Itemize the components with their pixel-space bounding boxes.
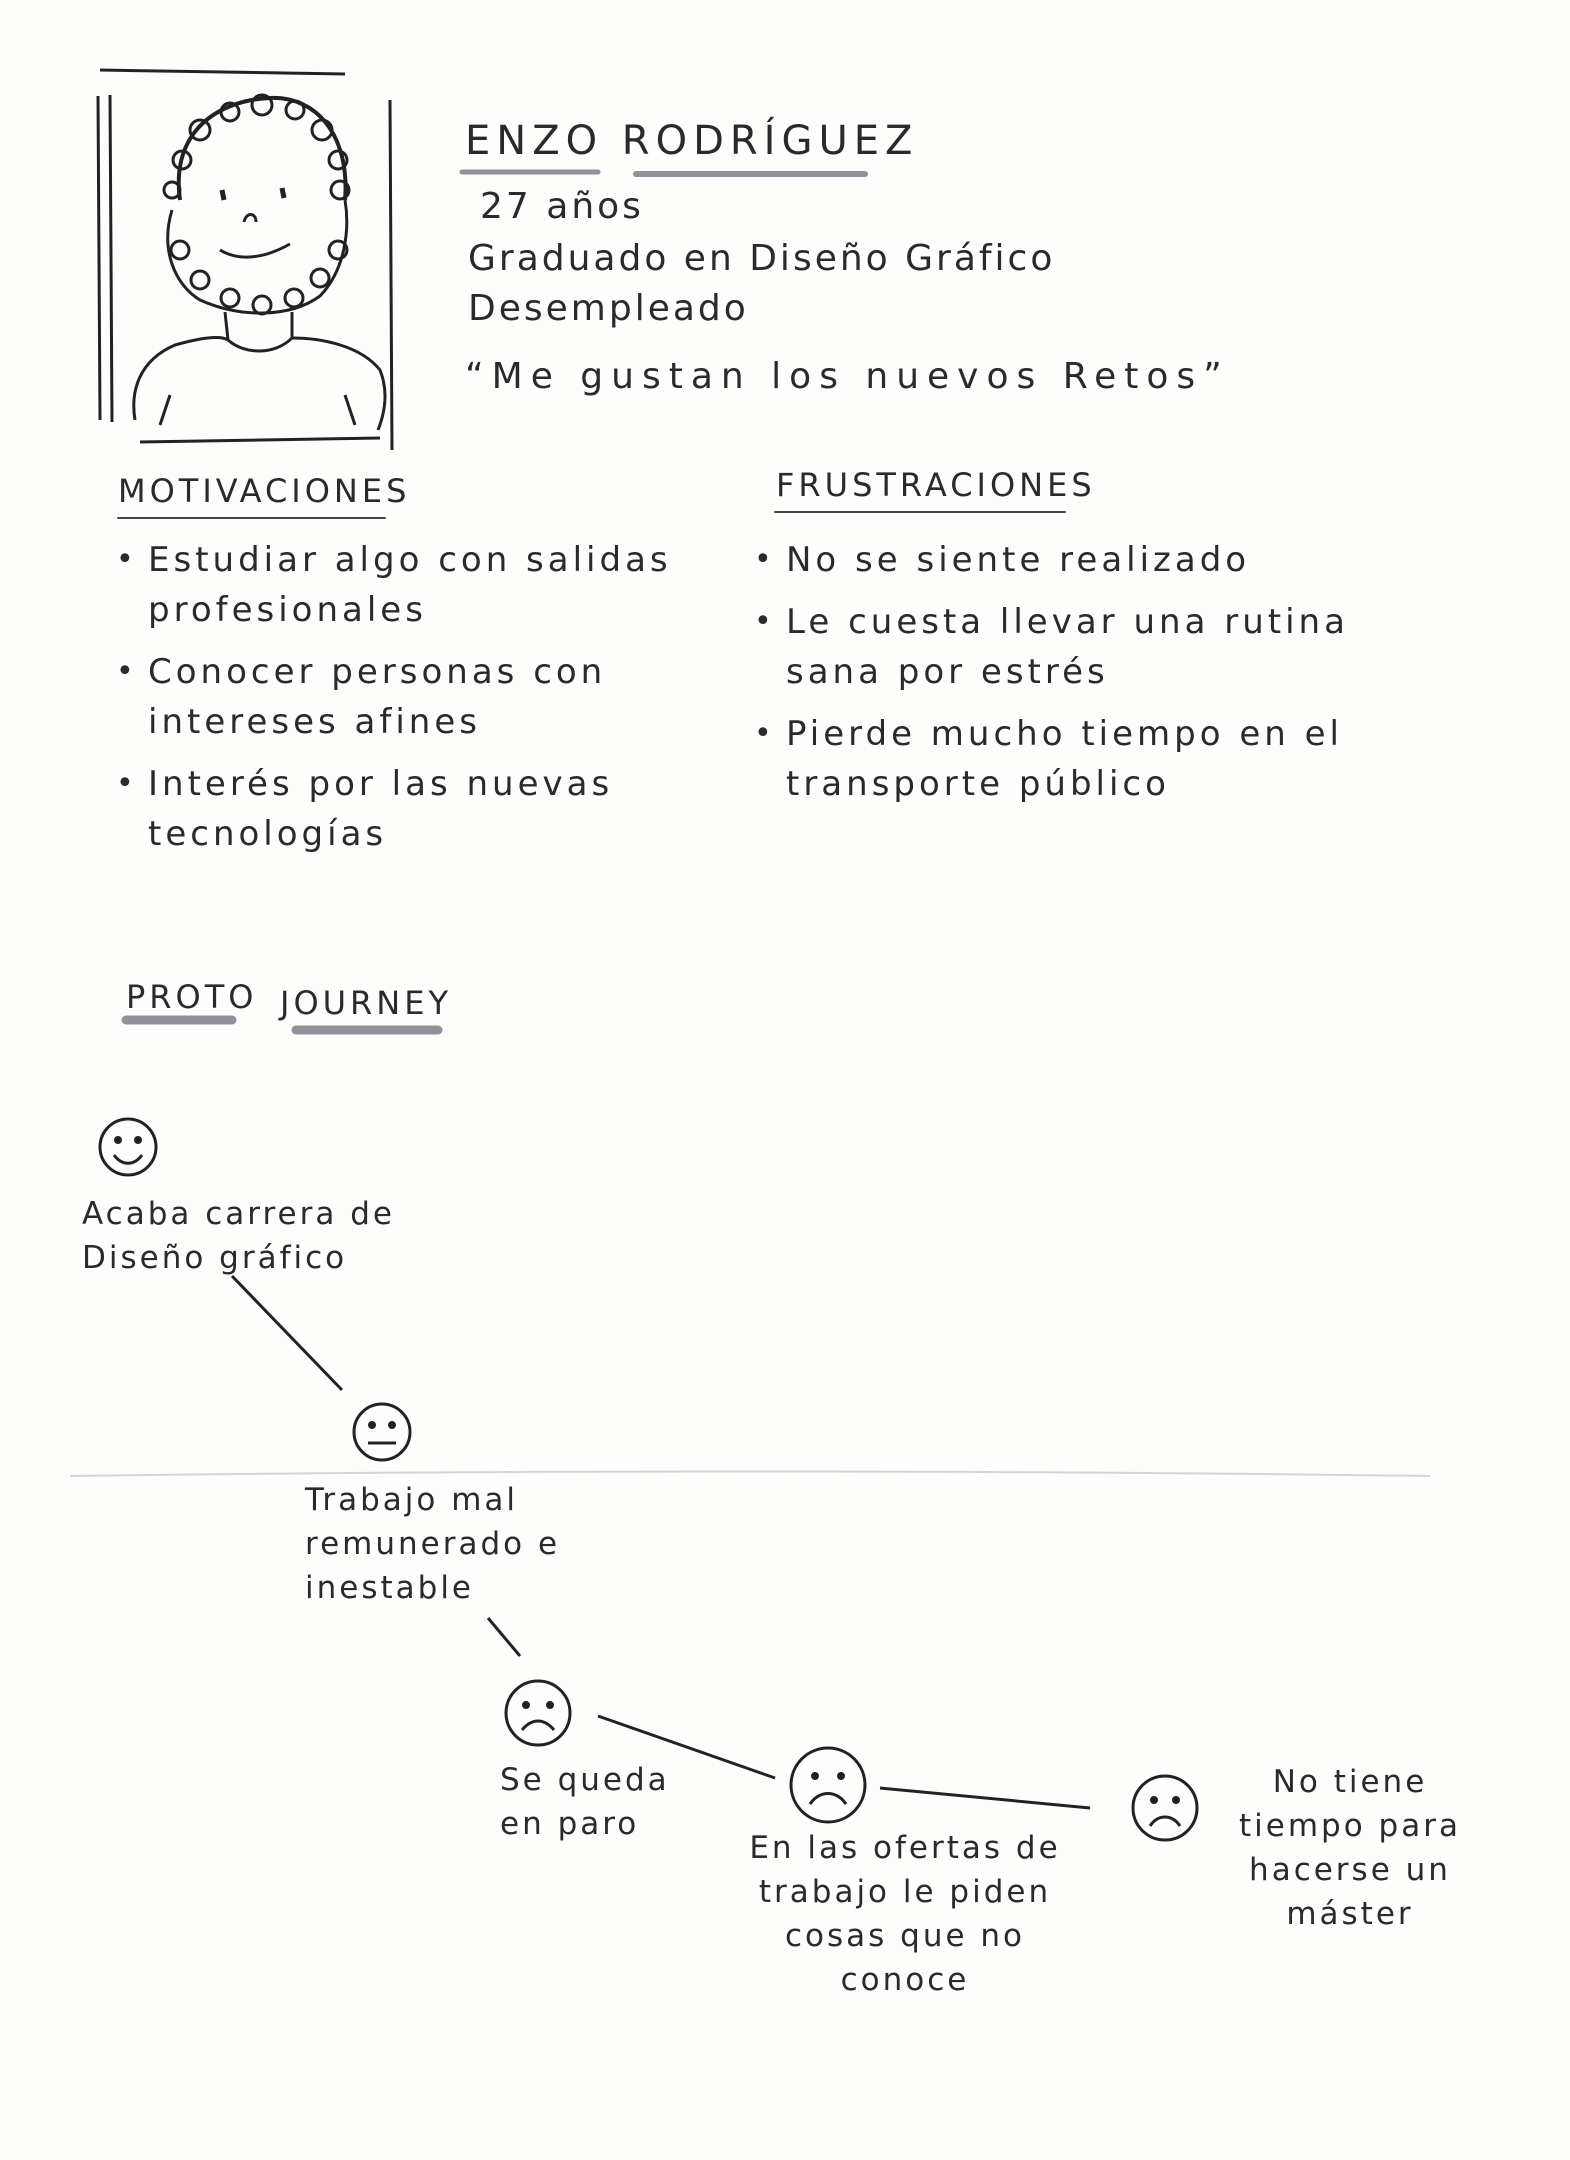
paper-fold-line	[70, 1472, 1430, 1477]
avatar-illustration	[134, 95, 385, 430]
sad-face-icon	[791, 1748, 865, 1822]
frustrations-list	[750, 535, 1390, 821]
list-item: • Estudiar algo con salidas profesionales	[112, 535, 672, 635]
journey-step-caption: No tiene tiempo para hacerse un máster	[1239, 1764, 1461, 1932]
persona-status: Desempleado	[468, 288, 749, 329]
journey-heading-proto: PROTO	[126, 978, 258, 1016]
sad-face-icon	[506, 1681, 570, 1745]
journey-step-caption: Se queda en paro	[500, 1762, 670, 1842]
list-item: • Pierde mucho tiempo en el transporte público	[750, 709, 1390, 809]
sad-face-icon	[1133, 1776, 1197, 1840]
persona-education: Graduado en Diseño Gráfico	[468, 238, 1056, 279]
journey-step-caption: En las ofertas de trabajo le piden cosas que no conoce	[749, 1830, 1061, 1998]
portrait-frame	[98, 70, 392, 450]
journey-step-caption: Acaba carrera de Diseño gráfico	[82, 1196, 395, 1276]
list-item: • Conocer personas con intereses afines	[112, 647, 672, 747]
persona-quote: “Me gustan los nuevos Retos”	[465, 356, 1230, 397]
frustrations-heading: FRUSTRACIONES	[776, 466, 1096, 504]
motivations-list	[112, 535, 672, 871]
motivations-heading: MOTIVACIONES	[118, 472, 411, 510]
neutral-face-icon	[354, 1404, 410, 1460]
journey-heading-journey: JOURNEY	[280, 984, 452, 1022]
list-item: • Le cuesta llevar una rutina sana por estrés	[750, 597, 1390, 697]
persona-age: 27 años	[480, 186, 644, 227]
journey-step-caption: Trabajo mal remunerado e inestable	[305, 1482, 561, 1606]
persona-name: ENZO RODRÍGUEZ	[465, 118, 919, 164]
happy-face-icon	[100, 1119, 156, 1175]
list-item: • Interés por las nuevas tecnologías	[112, 759, 672, 859]
list-item: • No se siente realizado	[750, 535, 1390, 585]
